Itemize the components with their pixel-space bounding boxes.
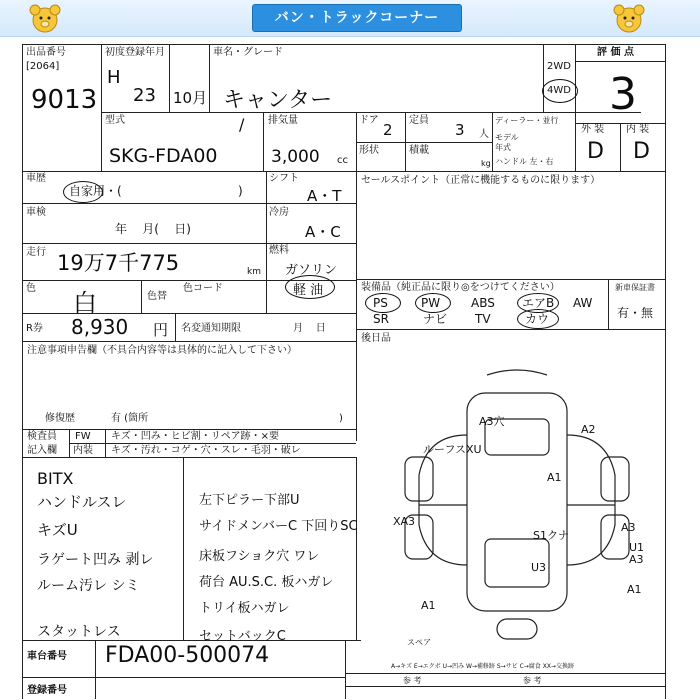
diagram-mark: A1: [627, 583, 642, 596]
first-reg-month: 10月: [173, 89, 208, 107]
drive-2wd: 2WD: [547, 61, 571, 72]
model-tick: /: [239, 115, 245, 134]
divider: [23, 171, 665, 172]
divider: [356, 171, 357, 441]
use-circle: [63, 181, 103, 203]
handle-label: ハンドル 左・右: [495, 157, 554, 166]
exterior-grade: D: [587, 139, 604, 164]
fuel-diesel-circle: [285, 275, 335, 299]
auction-sheet: [22, 44, 666, 699]
interior-codes: キズ・汚れ・コゲ・穴・スレ・毛羽・破レ: [111, 445, 301, 456]
shift-label: シフト: [269, 173, 299, 184]
shape-label: 形状: [359, 145, 379, 156]
reference-label: 参 考: [523, 676, 542, 685]
divider: [23, 429, 356, 430]
deadline-label: 名変通知期限: [181, 323, 241, 334]
load-label: 積載: [409, 145, 429, 156]
drive-4wd: 4WD: [547, 85, 571, 96]
divider: [575, 45, 576, 171]
color-code-label: 色コード: [183, 283, 223, 294]
drive-4wd-circle: [542, 79, 578, 103]
warranty-value: 有・無: [617, 306, 654, 320]
repair-label: 修復歴: [45, 413, 75, 424]
note-left: キズU: [37, 521, 78, 539]
interior-label: 内 装: [626, 124, 650, 135]
car-name: キャンター: [223, 88, 333, 113]
equipment-label: 装備品（純正品に限り◎をつけてください）: [361, 282, 560, 293]
doors-label: ドア: [359, 115, 379, 126]
divider: [23, 457, 356, 458]
diagram-mark: S1クナ: [533, 529, 569, 542]
damage-diagram: [367, 365, 663, 653]
chassis-label: 車台番号: [27, 651, 67, 662]
diagram-mark: A3穴: [479, 415, 505, 428]
bear-mascot-icon: [610, 2, 648, 36]
exterior-label: 外 装: [581, 124, 605, 135]
divider: [23, 243, 266, 244]
divider: [575, 61, 665, 62]
fuel-diesel: 軽 油: [293, 283, 324, 298]
first-reg-year: 23: [133, 85, 156, 106]
capacity-value: 3: [455, 121, 465, 139]
aircon-value: A・C: [305, 223, 341, 241]
displacement-label: 排気量: [268, 115, 298, 126]
first-reg-era: H: [107, 67, 121, 88]
inspection-label: 車検: [26, 207, 46, 218]
equip-abs: ABS: [471, 296, 495, 310]
divider: [266, 171, 267, 313]
equip-cow: カウ: [525, 312, 550, 326]
chassis-number: FDA00-500074: [105, 643, 270, 668]
divider: [620, 123, 621, 171]
score-value: 3: [609, 69, 637, 120]
equip-ps: PS: [373, 296, 388, 310]
note-left: ルーム汚レ シミ: [37, 578, 140, 594]
equip-pw: PW: [421, 296, 441, 310]
use-value: 自家用・(: [69, 184, 122, 198]
diagram-mark: スペア: [407, 638, 431, 647]
diagram-mark: A3: [629, 553, 644, 566]
model-code: SKG-FDA00: [109, 145, 218, 167]
recycle-label: R券: [26, 323, 43, 334]
divider: [209, 45, 210, 112]
note-left: BITX: [37, 469, 74, 488]
divider: [105, 429, 106, 457]
note-right: 荷台 AU.S.C. 板ハガレ: [199, 575, 334, 590]
equip-sr: SR: [373, 312, 389, 326]
equip-navi: ナビ: [423, 312, 448, 326]
divider: [169, 45, 170, 112]
divider: [263, 112, 264, 171]
diagram-mark: ルーフスXU: [423, 443, 482, 456]
exterior-codes: キズ・凹み・ヒビ割・リペア跡・×要: [111, 431, 279, 442]
lot-code: [2064]: [26, 61, 60, 72]
model-label: 型式: [105, 115, 125, 126]
diagram-mark: A1: [547, 471, 562, 484]
deadline-value: 月 日: [293, 323, 326, 334]
inspection-value: 年 月( 日): [115, 222, 191, 236]
divider: [492, 112, 493, 171]
divider: [69, 443, 356, 444]
fuel-gasoline: ガソリン: [285, 263, 338, 278]
model-year-label: モデル 年式: [495, 133, 519, 152]
fuel-label: 燃料: [269, 245, 289, 256]
reference-label: 参 考: [403, 676, 422, 685]
lot-label: 出品番号: [26, 47, 66, 58]
divider: [175, 313, 176, 341]
use-close: ): [238, 184, 243, 198]
bear-mascot-icon: [26, 2, 64, 36]
displacement-value: 3,000: [271, 147, 320, 167]
color-label: 色: [26, 283, 36, 294]
diagram-mark: A2: [581, 423, 596, 436]
divider: [608, 279, 609, 329]
divider: [23, 341, 356, 342]
divider: [356, 457, 357, 640]
diagram-mark: U3: [531, 561, 547, 574]
divider: [266, 243, 356, 244]
capacity-label: 定員: [409, 115, 429, 126]
note-right: サイドメンバーC 下回りSC: [199, 519, 358, 534]
diagram-mark: XA3: [393, 515, 416, 528]
divider: [141, 280, 142, 313]
notice-label: 注意事項申告欄（不具合内容等は具体的に記入して下さい）: [27, 345, 297, 356]
equip-tv: TV: [475, 312, 491, 326]
page-title: バン・トラックコーナー: [252, 4, 462, 32]
color-value: 白: [73, 289, 97, 317]
equip-airbag: エアB: [522, 296, 555, 310]
divider: [101, 112, 641, 113]
divider: [356, 329, 665, 330]
damage-legend: A→キズ E→エクボ U→凹み W→補修跡 S→サビ C→腐食 XX→交換跡: [391, 663, 574, 670]
divider: [543, 45, 544, 112]
interior-tag: 内装: [73, 445, 93, 456]
displacement-unit: cc: [337, 155, 348, 166]
color-change-label: 色替: [147, 291, 167, 302]
mileage-value: 19万7千775: [57, 251, 180, 275]
divider: [101, 45, 102, 171]
equip-aw: AW: [573, 296, 593, 310]
capacity-unit: 人: [479, 129, 489, 140]
note-left: ラゲート凹み 剥レ: [37, 552, 154, 568]
equip-cow-circle: [517, 309, 559, 329]
divider: [356, 279, 665, 280]
diagram-mark: U1: [629, 541, 645, 554]
diagram-mark: A3: [621, 521, 636, 534]
repair-value: 有 (箇所: [111, 413, 149, 424]
registration-label: 登録番号: [27, 685, 67, 696]
header: [0, 0, 700, 40]
divider: [405, 112, 406, 171]
diagram-mark: A1: [421, 599, 436, 612]
recycle-unit: 円: [153, 321, 169, 339]
shift-value: A・T: [307, 187, 342, 205]
score-label: 評 価 点: [597, 47, 634, 58]
divider: [23, 677, 345, 678]
divider: [183, 457, 184, 640]
equip-ps-circle: [365, 293, 401, 313]
mileage-label: 走行: [26, 247, 46, 258]
car-name-label: 車名・グレード: [213, 47, 283, 58]
equip-pw-circle: [415, 293, 451, 313]
fw-tag: FW: [75, 431, 91, 442]
note-right: トリイ板ハガレ: [199, 601, 290, 616]
repair-close: ): [339, 413, 343, 424]
note-left: スタットレス: [37, 624, 121, 640]
recycle-value: 8,930: [71, 315, 129, 339]
mileage-unit: km: [247, 267, 261, 277]
divider: [356, 142, 492, 143]
dealer-label: ディーラー・並行: [495, 116, 559, 125]
load-unit: kg: [481, 159, 491, 168]
use-label: 車歴: [26, 173, 46, 184]
afterday-label: 後日品: [361, 333, 391, 344]
note-left: ハンドルスレ: [37, 493, 127, 511]
first-reg-label: 初度登録年月: [105, 47, 165, 58]
divider: [345, 686, 665, 687]
lot-number: 9013: [31, 85, 98, 115]
divider: [345, 640, 346, 699]
inspector-label: 検査員: [27, 431, 57, 442]
doors-value: 2: [383, 121, 393, 139]
sales-points-label: セールスポイント（正常に機能するものに限ります）: [361, 175, 601, 186]
aircon-label: 冷房: [269, 207, 289, 218]
note-right: 床板フショク穴 ワレ: [199, 549, 320, 564]
note-right: 左下ピラー下部U: [199, 493, 300, 508]
divider: [95, 640, 96, 699]
divider: [345, 673, 665, 674]
note-right: セットバックC: [199, 629, 286, 644]
entry-label: 記入欄: [27, 445, 57, 456]
warranty-label: 新車保証書: [615, 283, 655, 292]
interior-grade: D: [633, 139, 650, 164]
